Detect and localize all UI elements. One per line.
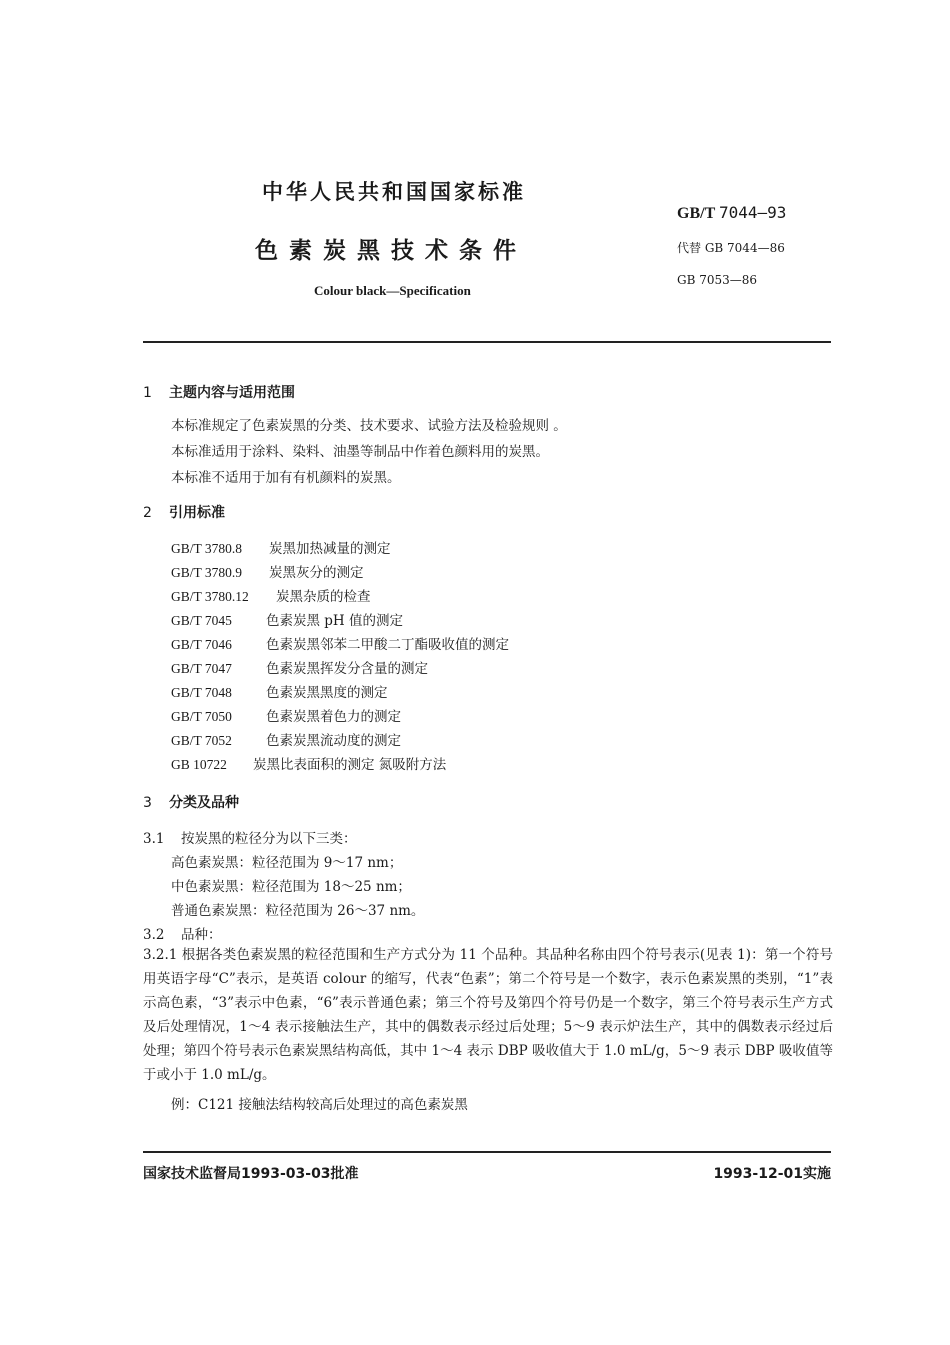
replaces-standard-1: 代替 GB 7044—86	[677, 241, 785, 255]
reference-item	[171, 753, 446, 773]
reference-name: 色素炭黑着色力的测定	[266, 709, 401, 725]
section-1-line: 本标准适用于涂料、染料、油墨等制品中作着色颜料用的炭黑。	[171, 444, 549, 460]
reference-code: GB/T 7052	[171, 733, 232, 748]
example-line: 例：C121 接触法结构较高后处理过的高色素炭黑	[171, 1097, 468, 1113]
section-number: 1	[143, 385, 152, 401]
section-1-heading	[143, 382, 295, 402]
reference-code: GB 10722	[171, 757, 227, 772]
reference-code: GB/T 3780.12	[171, 589, 249, 604]
document-title: 色素炭黑技术条件	[255, 238, 527, 264]
footer-divider	[143, 1151, 831, 1153]
national-standard-heading: 中华人民共和国国家标准	[262, 180, 526, 204]
standard-code	[677, 203, 786, 223]
section-3-heading	[143, 792, 239, 812]
category-item: 中色素炭黑：粒径范围为 18～25 nm；	[171, 879, 411, 895]
reference-item	[171, 609, 403, 629]
reference-name: 色素炭黑流动度的测定	[266, 733, 401, 749]
reference-name: 色素炭黑 pH 值的测定	[266, 613, 403, 629]
approval-note: 国家技术监督局1993-03-03批准	[143, 1166, 359, 1182]
reference-name: 色素炭黑挥发分含量的测定	[266, 661, 428, 677]
reference-name: 炭黑杂质的检查	[276, 589, 371, 605]
reference-item	[171, 537, 391, 557]
english-title: Colour black—Specification	[314, 283, 471, 298]
section-1-line: 本标准不适用于加有有机颜料的炭黑。	[171, 470, 401, 486]
section-title: 分类及品种	[169, 795, 239, 811]
reference-code: GB/T 7048	[171, 685, 232, 700]
reference-code: GB/T 7047	[171, 661, 232, 676]
reference-item	[171, 633, 509, 653]
reference-item	[171, 657, 428, 677]
replaces-standard-2: GB 7053—86	[677, 273, 758, 287]
clause-text: 品种：	[181, 927, 222, 943]
section-number: 2	[143, 505, 152, 521]
standard-number: 7044—93	[718, 203, 787, 222]
clause-3-2	[143, 923, 222, 943]
category-item: 普通色素炭黑：粒径范围为 26～37 nm。	[171, 903, 425, 919]
standard-prefix: GB/T	[677, 205, 715, 222]
reference-code: GB/T 7045	[171, 613, 232, 628]
clause-number: 3.2	[143, 927, 165, 943]
reference-item	[171, 585, 371, 605]
reference-name: 炭黑比表面积的测定 氮吸附方法	[253, 757, 447, 773]
clause-text: 按炭黑的粒径分为以下三类：	[181, 831, 357, 847]
header-divider	[143, 341, 831, 343]
clause-number: 3.1	[143, 831, 165, 847]
reference-item	[171, 705, 401, 725]
reference-code: GB/T 3780.9	[171, 565, 243, 580]
clause-3-1	[143, 827, 357, 847]
reference-name: 色素炭黑黑度的测定	[266, 685, 388, 701]
clause-3-2-1-paragraph: 3.2.1 根据各类色素炭黑的粒径范围和生产方式分为 11 个品种。其品种名称由四个符号表示(见表 1)：第一个符号用英语字母“C”表示，是英语 colour 的缩写，代表“色素”；第二个符号是一个数字，表示色素炭黑的类别，“1”表示高色素，“3”表示中色素，“6”表示普通色素；第三个符号及第四个符号仍是一个数字，第三个符号表示生产方式及后处理情况，1～4 表示接触法生产，其中的偶数表示经过后处理；5～9 表示炉法生产，其中的偶数表示经过后处理；第四个符号表示色素炭黑结构高低，其中 1～4 表示 DBP 吸收值大于 1.0 mL/g，5～9 表示 DBP 吸收值等于或小于 1.0 mL/g。	[143, 947, 833, 1083]
section-number: 3	[143, 795, 152, 811]
section-title: 主题内容与适用范围	[169, 385, 295, 401]
reference-name: 炭黑灰分的测定	[269, 565, 364, 581]
reference-item	[171, 681, 388, 701]
reference-code: GB/T 7046	[171, 637, 232, 652]
category-item: 高色素炭黑：粒径范围为 9～17 nm；	[171, 855, 403, 871]
reference-item	[171, 561, 364, 581]
reference-code: GB/T 3780.8	[171, 541, 243, 556]
reference-name: 色素炭黑邻苯二甲酸二丁酯吸收值的测定	[266, 637, 509, 653]
implementation-date: 1993-12-01实施	[713, 1166, 831, 1182]
reference-name: 炭黑加热减量的测定	[269, 541, 391, 557]
section-title: 引用标准	[169, 505, 225, 521]
section-2-heading	[143, 502, 225, 522]
reference-item	[171, 729, 401, 749]
reference-code: GB/T 7050	[171, 709, 232, 724]
section-1-line: 本标准规定了色素炭黑的分类、技术要求、试验方法及检验规则 。	[171, 418, 567, 434]
